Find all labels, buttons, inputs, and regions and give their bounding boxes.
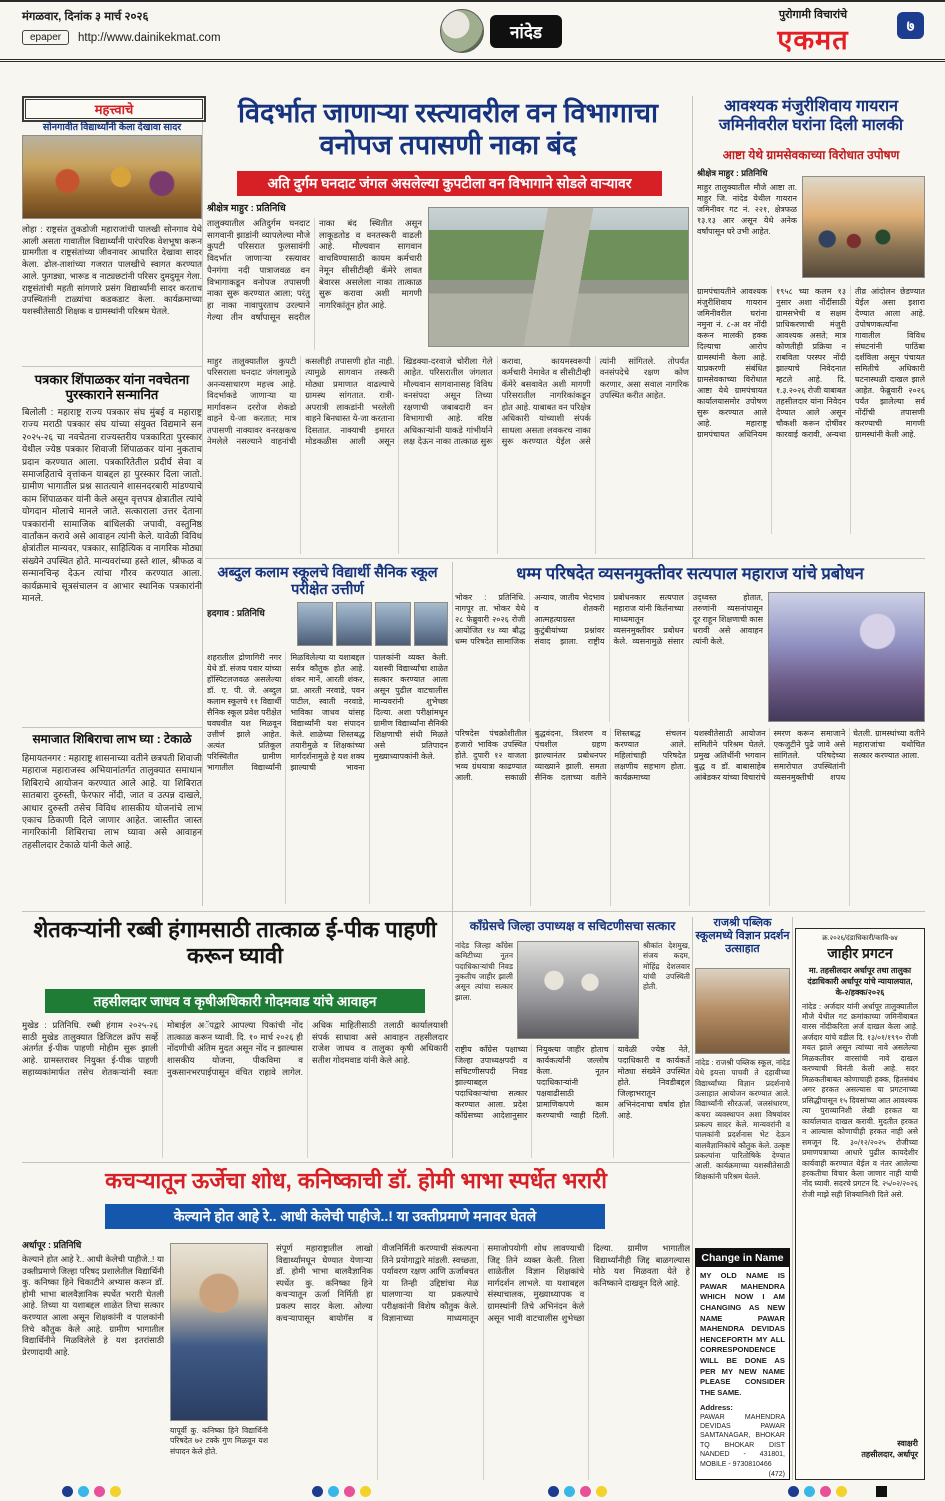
article-byline: हदगाव : प्रतिनिधि (207, 608, 265, 618)
brand-tagline: पुरोगामी विचारांचे (778, 9, 848, 21)
epaper-label[interactable]: epaper (22, 30, 69, 45)
article-title: काँग्रेसचे जिल्हा उपाध्यक्ष व सचिटणीसचा सत्कार (469, 919, 676, 933)
article-body: मुखेड : प्रतिनिधि. रब्बी हंगाम २०२५-२६ साठी मुखेड तालुक्यात डिजिटल क्रॉप सर्व्हे अंतर्गत ई-पीक पाहणी मोहीम सुरू झाली आहे. ग्रामस्तरावर नियुक्त ई-पीक पाहणी सहाय्यकांमार्फत तसेच शेतकऱ्यांनी स्वतः मोबाईल अॅपद्वारे आपल्या पिकांची नोंद तात्काळ करून घ्यावी. दि. १० मार्च २०२६ ही नोंदणीची अंतिम मुदत असून नोंद न झाल्यास शासकीय योजना, पीकविमा व नुकसानभरपाईपासून वंचित राहावे लागेल. अधिक माहितीसाठी तलाठी कार्यालयाशी संपर्क साधावा असे आवाहन तहसीलदार राजेश जाधव व तालुका कृषी अधिकारी सतीश गोदमवाड यांनी केले आहे. (22, 1020, 448, 1077)
registration-dot-navy (62, 1486, 73, 1497)
student-photo (336, 602, 372, 646)
address-text: PAWAR MAHENDRA DEVIDAS PAWAR SAMTANAGAR, BHOKAR TQ BHOKAR DIST NANDED - 431801, MOBILE - 9730810466 (700, 1413, 785, 1468)
article-byline: श्रीक्षेत्र माहुर : प्रतिनिधि (697, 168, 768, 178)
notice-body: MY OLD NAME IS PAWAR MAHENDRA WHICH NOW I AM CHANGING AS NEW NAME PAWAR MAHENDRA DEVIDAS HENCEFORTH MY ALL CORRESPONDENCE WILL BE DONE AS PER MY NEW NAME PLEASE CONSIDER THE SAME. (700, 1271, 785, 1397)
student-photo (375, 602, 411, 646)
notice-court: मा. तहसीलदार अर्धापूर तथा तालुका दंडाधिकारी अर्धापूर यांचे न्यायालयात, के-२/हक्क/२०२६ (807, 965, 913, 997)
section-rule (22, 1162, 690, 1163)
article-body: राष्ट्रीय काँग्रेस पक्षाच्या जिल्हा उपाध्यक्षपदी व सचिटणीसपदी निवड झाल्याबद्दल पदाधिकाऱ्यांचा सत्कार करण्यात आला. प्रदेश काँग्रेसच्या आदेशानुसार नियुक्त्या जाहीर होताच कार्यकर्त्यांनी जल्लोष केला. नूतन पदाधिकाऱ्यांनी पक्षवाढीसाठी प्रामाणिकपणे काम करण्याची ग्वाही दिली. यावेळी ज्येष्ठ नेते, पदाधिकारी व कार्यकर्ते मोठ्या संख्येने उपस्थित होते. निवडीबद्दल जिल्हाभरातून अभिनंदनाचा वर्षाव होत आहे. (455, 1045, 690, 1121)
article-title: राजश्री पब्लिक स्कूलमध्ये विज्ञान प्रदर्शन उत्साहात (695, 917, 790, 955)
article-byline: अर्धापूर : प्रतिनिधि (22, 1240, 82, 1250)
important-section-label: महत्त्वाचे (22, 96, 206, 122)
registration-dot-cyan (328, 1486, 339, 1497)
address-label: Address: (700, 1402, 733, 1412)
section-rule (22, 727, 202, 728)
registration-dot-cyan (78, 1486, 89, 1497)
article-body: लोहा : राष्ट्रसंत तुकडोजी महाराजांची पालखी सोनगाव येथे आली असता गावातील विद्यार्थ्यांनी पारंपरिक वेशभूषा करून ग्रामगीता व राष्ट्रसंतांच्या जीवनावर आधारित देखावा सादर केला. ढोल-ताशांच्या गजरात पालखीचे स्वागत करण्यात आले. फुगड्या, भारूड व नाट्यछटांनी परिसर दुमदुमून गेला. राष्ट्रसंतांची महती सांगणारे प्रसंग विद्यार्थ्यांनी सादर करताच उपस्थितांनी टाळ्यांचा कडकडाट केला. कार्यक्रमाच्या यशस्वीतेसाठी शिक्षक व ग्रामस्थांनी परिश्रम घेतले. (22, 224, 202, 317)
article-subtitle: तहसीलदार जाधव व कृषीअधिकारी गोदमवाड यांचे आवाहन (45, 989, 425, 1013)
registration-dot-navy (312, 1486, 323, 1497)
brand-name: एकमत (777, 25, 849, 55)
student-photo (414, 602, 448, 646)
column-rule (792, 917, 793, 1480)
article-intro: माहुर तालुक्यातील मौजे आष्टा ता. माहुर जि. नांदेड येथील गायरान जमिनीवर गट नं. २२१, क्षेत्रफळ १३.१३ आर असून येथे अनेक वर्षांपासून घरे उभी आहेत. (697, 183, 797, 237)
article-body: ग्रामपंचायतीने आवश्यक मंजुरीशिवाय गायरान जमिनीवरील घरांना नमुना नं. ८-अ वर नोंदी करून मालकी हक्क दिल्याचा आरोप ग्रामस्थांनी केला आहे. याप्रकरणी संबंधित ग्रामसेवकाच्या विरोधात आष्टा येथे ग्रामपंचायत कार्यालयासमोर उपोषण सुरू करण्यात आले आहे. महाराष्ट्र ग्रामपंचायत अधिनियम १९५८ च्या कलम १३ नुसार अशा नोंदींसाठी ग्रामसभेची व सक्षम प्राधिकरणाची मंजुरी आवश्यक असते; मात्र कोणतीही प्रक्रिया न राबविता परस्पर नोंदी झाल्याचे निवेदनात म्हटले आहे. दि. १.३.२०२६ रोजी याबाबत तहसीलदार यांना निवेदन देण्यात आले असून चौकशी करून दोषींवर कारवाई करावी, अन्यथा तीव्र आंदोलन छेडण्यात येईल असा इशारा देण्यात आला आहे. उपोषणकर्त्यांना गावातील विविध संघटनांनी पाठिंबा दर्शविला असून पंचायत समितीचे अधिकारी घटनास्थळी दाखल झाले आहेत. फेब्रुवारी २०२६ पर्यंत झालेल्या सर्व नोंदींची तपासणी करण्याची मागणी ग्रामस्थांनी केली आहे. (697, 287, 925, 440)
legal-notice-box (795, 928, 925, 1480)
article-title: पत्रकार शिंपाळकर यांना नवचेतना पुरस्काराने सन्मानित (34, 372, 190, 403)
column-rule (692, 917, 693, 1480)
article-intro: भोकर : प्रतिनिधि. नागपूर ता. भोकर येथे २८ फेब्रुवारी २०२६ रोजी आयोजित १४ व्या बौद्ध धम्म परिषदेत सामाजिक अन्याय, जातीय भेदभाव व शेतकरी आत्महत्याग्रस्त कुटुंबीयांच्या प्रश्नांवर संवाद झाला. राष्ट्रीय प्रबोधनकार सत्यपाल महाराज यांनी किर्तनाच्या माध्यमातून व्यसनमुक्तीवर प्रबोधन केले. व्यसनामुळे संसार उद्ध्वस्त होतात, तरुणांनी व्यसनांपासून दूर राहून शिक्षणाची कास धरावी असे आवाहन त्यांनी केले. (455, 593, 763, 647)
article-body: हिमायतनगर : महाराष्ट्र शासनाच्या वतीने छत्रपती शिवाजी महाराज महाराजस्व अभियानांतर्गत तालुक्यात समाधान शिबिराचे आयोजन करण्यात आले आहे. या शिबिरात सातबारा दुरुस्ती, फेरफार नोंदी, जात व उत्पन्न दाखले, आधार दुरुस्ती तसेच विविध शासकीय योजनांचे लाभ एकाच ठिकाणी दिले जाणार आहेत. जास्तीत जास्त नागरिकांनी शिबिराचा लाभ घ्यावा असे आवाहन तहसीलदार टेकाळे यांनी केले आहे. (22, 753, 202, 850)
registration-square-black (876, 1486, 887, 1497)
name-change-notice-box (695, 1248, 790, 1480)
article-body: संपूर्ण महाराष्ट्रातील लाखो विद्यार्थ्यांमधून घेण्यात येणाऱ्या डॉ. होमी भाभा बालवैज्ञानिक स्पर्धेत कु. कनिष्का हिने कचऱ्यातून ऊर्जा निर्मिती हा प्रकल्प सादर केला. ओल्या कचऱ्यापासून बायोगॅस व वीजनिर्मिती करण्याची संकल्पना तिने प्रयोगाद्वारे मांडली. स्वच्छता, पर्यावरण रक्षण आणि ऊर्जाबचत या तिन्ही उद्दिष्टांचा मेळ घालणाऱ्या या प्रकल्पाचे परीक्षकांनी विशेष कौतुक केले. विज्ञानाच्या माध्यमातून समाजोपयोगी शोध लावण्याची जिद्द तिने व्यक्त केली. तिला शाळेतील विज्ञान शिक्षकांचे मार्गदर्शन लाभले. या यशाबद्दल संस्थाचालक, मुख्याध्यापक व ग्रामस्थांनी तिचे अभिनंदन केले असून भावी वाटचालीस शुभेच्छा दिल्या. ग्रामीण भागातील विद्यार्थ्यांनीही जिद्द बाळगल्यास मोठे यश मिळवता येते हे कनिष्काने दाखवून दिले आहे. (276, 1243, 690, 1323)
article-body: परिषदेस पंचक्रोशीतील हजारो भाविक उपस्थित होते. दुपारी १२ वाजता भव्य ग्रंथयात्रा काढण्यात आली. सकाळी बुद्धवंदना, त्रिशरण व पंचशील ग्रहण झाल्यानंतर प्रबोधनपर व्याख्याने झाली. समता सैनिक दलाच्या वतीने शिस्तबद्ध संचलन करण्यात आले. महिलांचाही परिषदेत लक्षणीय सहभाग होता. कार्यक्रमाच्या यशस्वीतेसाठी आयोजन समितीने परिश्रम घेतले. प्रमुख अतिथींनी भगवान बुद्ध व डॉ. बाबासाहेब आंबेडकर यांच्या विचारांचे स्मरण करून समाजाने एकजुटीने पुढे जावे असे सांगितले. परिषदेच्या समारोपात उपस्थितांनी व्यसनमुक्तीची शपथ घेतली. ग्रामस्थांच्या वतीने महाराजांचा यथोचित सत्कार करण्यात आला. (455, 729, 925, 783)
edition-masthead: नांदेड (490, 15, 562, 48)
article-body: बिलोली : महाराष्ट्र राज्य पत्रकार संघ मुंबई व महाराष्ट्र राज्य मराठी पत्रकार संघ यांच्या संयुक्त विद्यमाने सन २०२५-२६ चा नवचेतना राज्यस्तरीय पत्रकारिता पुरस्कार येथील ज्येष्ठ पत्रकार शिवाजी शिंपाळकर यांना नुकताच प्रदान करण्यात आला. पत्रकारितेतील प्रदीर्घ सेवा व समाजहिताचे वृत्तांकन याबद्दल हा पुरस्कार दिला जातो. ग्रामीण भागातील प्रश्न सातत्याने शासनदरबारी मांडण्याचे काम शिंपाळकर यांनी केले असून वृत्तपत्र क्षेत्रातील त्यांचे योगदान मोलाचे मानले जाते. सत्काराला उत्तर देताना पत्रकारांनी सामाजिक बांधिलकी जपावी, वस्तुनिष्ठ वार्तांकन करावे असे आवाहन त्यांनी केले. यावेळी विविध क्षेत्रांतील मान्यवर, पत्रकार, साहित्यिक व नागरिक मोठ्या संख्येने उपस्थित होते. मान्यवरांच्या हस्ते शाल, श्रीफळ व सन्मानचिन्ह देऊन त्यांचा गौरव करण्यात आला. कार्यक्रमाचे सूत्रसंचालन व आभार स्थानिक पत्रकारांनी मानले. (22, 407, 202, 604)
article-title: समाजात शिबिराचा लाभ घ्या : टेकाळे (32, 732, 192, 746)
registration-dot-magenta (820, 1486, 831, 1497)
notice-signature: स्वाक्षरी (897, 1438, 918, 1448)
article-left-body: केल्याने होत आहे रे.. आधी केलेची पाहीजे..! या उक्तीप्रमाणे जिल्हा परिषद प्रशालेतील विद्यार्थिनी कु. कनिष्का हिने चिकाटीने अभ्यास करून डॉ. होमी भाभा बालवैज्ञानिक स्पर्धेत भरारी घेतली आहे. तिच्या या यशाबद्दल शाळेत तिचा सत्कार करण्यात आला असून शिक्षकांनी व पालकांनी तिचे कौतुक केले आहे. ग्रामीण भागातील विद्यार्थिनीने मिळविलेले हे यश इतरांसाठी प्रेरणादायी आहे. (22, 1254, 164, 1357)
article-byline: श्रीक्षेत्र माहुर : प्रतिनिधि (207, 203, 286, 214)
article-title: धम्म परिषदेत व्यसनमुक्तीवर सत्यपाल महाराज यांचे प्रबोधन (516, 565, 864, 583)
kanishka-portrait-photo (170, 1243, 268, 1421)
registration-dot-yellow (596, 1486, 607, 1497)
science-exhibition-photo (695, 968, 790, 1054)
congress-felicitation-photo (517, 941, 639, 1039)
column-rule (452, 562, 453, 1158)
photo-caption: यापूर्वी कु. कनिष्का हिने विद्यार्थिनी परिषदेत ७२ टक्के गुण मिळवून यश संपादन केले होते. (170, 1426, 268, 1456)
section-rule (22, 911, 925, 912)
notice-title: जाहीर प्रगटन (827, 945, 893, 961)
article-intro: तालुक्यातील अतिदुर्गम घनदाट सागवानी झाडांनी व्यापलेल्या मौजे कुपटी परिसरात फुलसावंगी विदर्भात जाणाऱ्या रस्त्यावर पैनगंगा नदी पात्राजवळ वन विभागाकडून वनोपज तपासणी नाका सुरू करण्यात आला; परंतु हा नाका नावापुरताच उरल्याने गेल्या तीन वर्षांपासून सदरील नाका बंद स्थितीत असून लाकूडतोड व वनतस्करी वाढली आहे. मौल्यवान सागवान वाचविण्यासाठी कायम कर्मचारी नेमून सीसीटीव्ही कॅमेरे लावत बेवारस असलेला नाका तात्काळ सुरू करावा अशी मागणी नागरिकांतून होत आहे. (207, 218, 422, 322)
registration-dot-navy (788, 1486, 799, 1497)
page-number-badge: ७ (897, 12, 924, 39)
registration-dot-magenta (94, 1486, 105, 1497)
registration-dot-magenta (580, 1486, 591, 1497)
column-rule (692, 96, 693, 558)
registration-dot-navy (548, 1486, 559, 1497)
notice-body: नांदेड : अर्जदार यांनी अर्धापूर तालुक्यातील मौजे येथील गट क्रमांकाच्या जमिनीबाबत वारस नोंदीकरिता अर्ज दाखल केला आहे. अर्जदार यांचे वडील दि. १३/०१/१९९० रोजी मयत झाले असून त्यांच्या नावे असलेल्या मिळकतीवर वारसांची नावे दाखल करण्याची विनंती केली आहे. सदर मिळकतीबाबत कोणाचाही हक्क, हितसंबंध अगर हरकत असल्यास या प्रगटनाच्या प्रसिद्धीपासून १५ दिवसांच्या आत आवश्यक त्या पुराव्यानिशी लेखी हरकत या कार्यालयात दाखल करावी. मुदतीत हरकत न आल्यास कोणाचीही हरकत नाही असे समजून दि. ३०/१२/२०२५ रोजीच्या प्रमाणपत्राच्या आधारे पुढील कायदेशीर कार्यवाही करण्यात येईल व नंतर आलेल्या हरकतीचा विचार केला जाणार नाही याची नोंद घ्यावी. सदरचे प्रगटन दि. २५/०२/२०२६ रोजी माझे सही शिक्यानिशी दिले असे. (802, 1001, 918, 1199)
notice-case-number: क्र.२०२६/दंडाधिकारी/कावि-७४ (822, 935, 898, 942)
ekmat-logo-icon (440, 9, 484, 53)
protest-photo (802, 176, 925, 278)
section-rule (22, 366, 202, 367)
masthead-bar (0, 0, 945, 62)
registration-dot-cyan (804, 1486, 815, 1497)
article-title: कचऱ्यातून ऊर्जेचा शोध, कनिष्काची डॉ. होमी भाभा स्पर्धेत भरारी (105, 1168, 607, 1193)
notice-title: Change in Name (696, 1249, 789, 1267)
article-subtitle: अति दुर्गम घनदाट जंगल असलेल्या कुपटीला वन विभागाने सोडले वाऱ्यावर (237, 171, 662, 196)
article-body: शहरातील द्रोणागिरी नगर येथे डॉ. संजय पवार यांच्या हॉस्पिटलजवळ असलेल्या डॉ. ए. पी. जे. अब्दुल कलाम स्कूलचे ११ विद्यार्थी सैनिक स्कूल प्रवेश परीक्षेत घवघवीत यश मिळवून उत्तीर्ण झाले आहेत. अत्यंत प्रतिकूल परिस्थितीत ग्रामीण भागातील विद्यार्थ्यांनी मिळविलेल्या या यशाबद्दल सर्वत्र कौतुक होत आहे. शंकर मानें, आरती शंकर, प्रा. आरती नरवाडे, पवन पाटील, स्वाती नरवाडे, भाविका जाधव यांसह विद्यार्थ्यांनी यश संपादन केले. शाळेच्या शिस्तबद्ध तयारीमुळे व शिक्षकांच्या मार्गदर्शनामुळे हे यश शक्य झाल्याची भावना पालकांनी व्यक्त केली. यशस्वी विद्यार्थ्यांचा शाळेत सत्कार करण्यात आला असून पुढील वाटचालीस मान्यवरांनी शुभेच्छा दिल्या. अशा परीक्षांमधून ग्रामीण विद्यार्थ्यांना सैनिकी शिक्षणाची संधी मिळते असे प्रतिपादन मुख्याध्यापकांनी केले. (207, 653, 448, 773)
article-title: विदर्भात जाणाऱ्या रस्त्यावरील वन विभागाचा वनोपज तपासणी नाका बंद (238, 98, 658, 160)
article-subtitle: केल्याने होत आहे रे.. आधी केलेची पाहीजे..! या उक्तीप्रमाणे मनावर घेतले (105, 1204, 605, 1229)
registration-dot-magenta (344, 1486, 355, 1497)
article-subtitle: आष्टा येथे ग्रामसेवकाच्या विरोधात उपोषण (722, 148, 900, 162)
article-body: माहुर तालुक्यातील कुपटी परिसराला घनदाट जंगलामुळे अनन्यसाधारण महत्त्व आहे. विदर्भाकडे जाणाऱ्या या मार्गावरून दररोज शेकडो वाहने ये-जा करतात; मात्र तपासणी नाक्यावर वनरक्षकच नेमलेले नसल्याने वाहनांची कसलीही तपासणी होत नाही. त्यामुळे सागवान तस्करी मोठ्या प्रमाणात वाढल्याचे ग्रामस्थ सांगतात. रात्री-अपरात्री लाकडांनी भरलेली वाहने बिनधास्त ये-जा करताना दिसतात. नाक्याची इमारत मोडकळीस आली असून खिडक्या-दरवाजे चोरीला गेले आहेत. परिसरातील जंगलात मौल्यवान सागवानासह विविध वनसंपदा असून तिच्या रक्षणाची जबाबदारी वन विभागाची आहे. वरिष्ठ अधिकाऱ्यांनी याकडे गांभीर्याने लक्ष देऊन नाका तात्काळ सुरू करावा, कायमस्वरूपी कर्मचारी नेमावेत व सीसीटीव्ही कॅमेरे बसवावेत अशी मागणी परिसरातील नागरिकांकडून होत आहे. याबाबत वन परिक्षेत्र अधिकारी यांच्याशी संपर्क साधला असता लवकरच नाका सुरू करण्यात येईल असे त्यांनी सांगितले. तोपर्यंत वनसंपदेचे रक्षण कोण करणार, असा सवाल नागरिक उपस्थित करीत आहेत. (207, 356, 689, 447)
article-body: नांदेड : राजश्री पब्लिक स्कूल, नांदेड येथे इयत्ता पाचवी ते दहावीच्या विद्यार्थ्यांच्या विज्ञान प्रदर्शनाचे उत्साहात आयोजन करण्यात आले. विद्यार्थ्यांनी सौरऊर्जा, जलसंधारण, कचरा व्यवस्थापन अशा विषयांवर प्रकल्प सादर केले. मान्यवरांनी व पालकांनी प्रदर्शनास भेट देऊन बालवैज्ञानिकांचे कौतुक केले. उत्कृष्ट प्रकल्पांना पारितोषिके देण्यात आली. कार्यक्रमाच्या यशस्वीतेसाठी शिक्षकांनी परिश्रम घेतले. (695, 1058, 790, 1181)
section-rule (205, 558, 925, 559)
dhamma-event-photo (768, 592, 925, 722)
registration-dot-yellow (836, 1486, 847, 1497)
article-intro-right: श्रीकांत देशमुख, संजय कदम, मोहिंद्र देशलवार यांची उपस्थिती होती. (643, 941, 690, 992)
edition-date: मंगळवार, दिनांक ३ मार्च २०२६ (22, 11, 149, 23)
article-title: सोनगावीत विद्यार्थ्यांनी केला देखावा सादर (42, 122, 182, 133)
article-title: आवश्यक मंजुरीशिवाय गायरान जमिनीवरील घरांना दिली मालकी (718, 98, 904, 134)
article-title: अब्दुल कलाम स्कूलचे विद्यार्थी सैनिक स्कूल परीक्षेत उत्तीर्ण (217, 565, 438, 599)
student-photo (297, 602, 333, 646)
registration-dot-cyan (564, 1486, 575, 1497)
notice-signatory: तहसीलदार, अर्धापूर (861, 1449, 918, 1459)
registration-dot-yellow (360, 1486, 371, 1497)
article-intro-left: नांदेड जिल्हा काँग्रेस कमिटीच्या नूतन पदाधिकाऱ्यांची निवड नुकतीच जाहीर झाली असून त्यांचा सत्कार झाला. (455, 941, 513, 1002)
article-title: शेतकऱ्यांनी रब्बी हंगामसाठी तात्काळ ई-पीक पाहणी करून घ्यावी (33, 917, 437, 968)
registration-dot-yellow (110, 1486, 121, 1497)
column-rule (202, 96, 203, 906)
website-link[interactable]: http://www.dainikekmat.com (78, 32, 221, 44)
forest-road-photo (428, 207, 689, 347)
notice-ref: (472) (768, 1471, 785, 1479)
costume-students-photo (22, 135, 202, 219)
